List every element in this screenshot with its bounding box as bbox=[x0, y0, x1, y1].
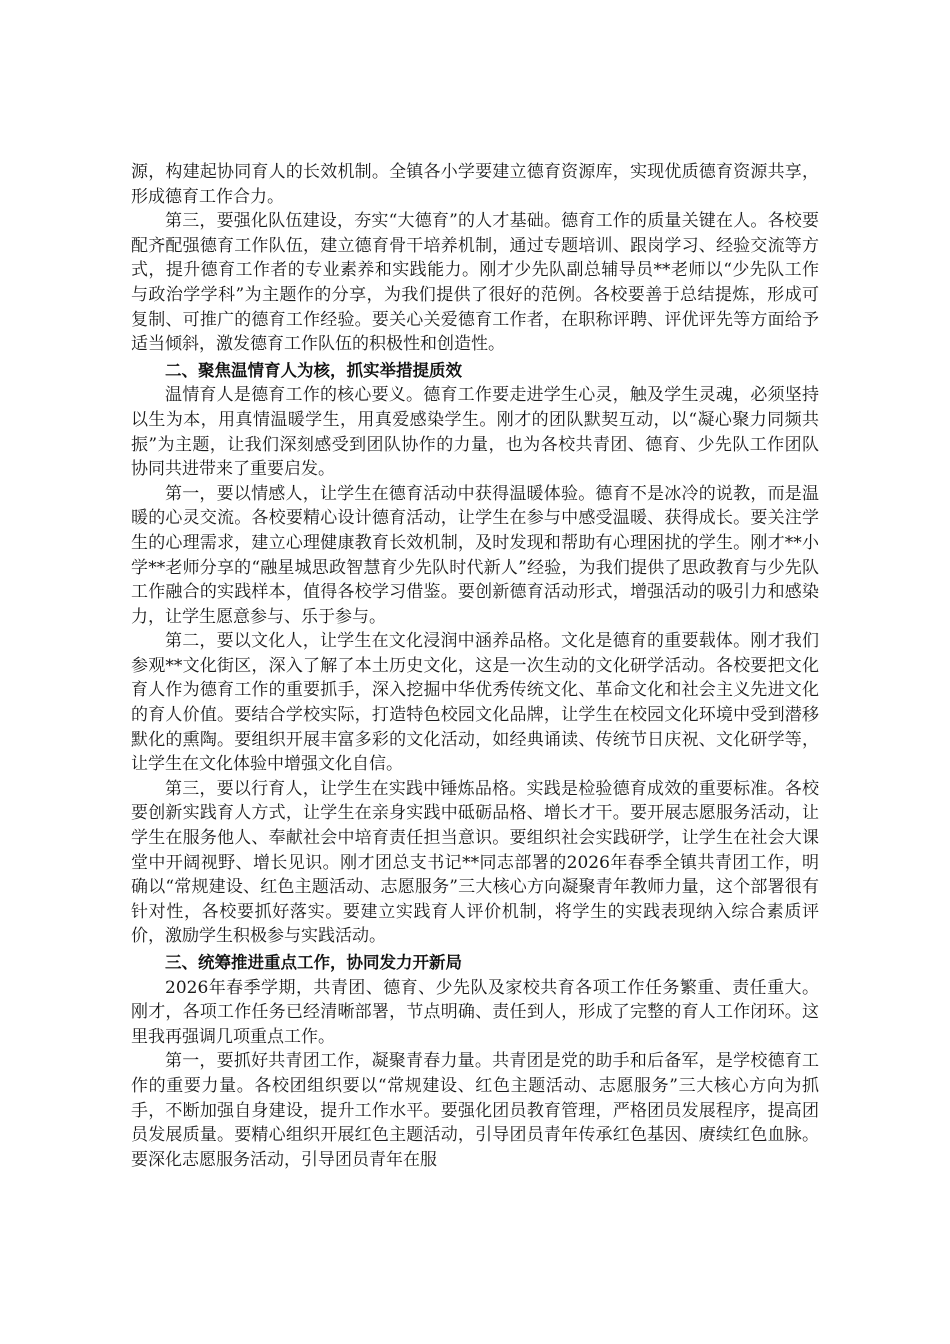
paragraph-emotion: 第一，要以情感人，让学生在德育活动中获得温暖体验。德育不是冰冷的说教，而是温暖的心灵交流。各校要精心设计德育活动，让学生在参与中感受温暖、获得成长。要关注学生的心理需求，建立心理健康教育长效机制，及时发现和帮助有心理困扰的学生。刚才**小学**老师分享的“融星城思政智慧育少先队时代新人”经验，为我们提供了思政教育与少先队工作融合的实践样本，值得各校学习借鉴。要创新德育活动形式，增强活动的吸引力和感染力，让学生愿意参与、乐于参与。 bbox=[131, 483, 819, 627]
paragraph-continued: 源，构建起协同育人的长效机制。全镇各小学要建立德育资源库，实现优质德育资源共享，形成德育工作合力。 bbox=[131, 162, 819, 207]
paragraph-team-building: 第三，要强化队伍建设，夯实“大德育”的人才基础。德育工作的质量关键在人。各校要配齐配强德育工作队伍，建立德育骨干培养机制，通过专题培训、跟岗学习、经验交流等方式，提升德育工作者的专业素养和实践能力。刚才少先队副总辅导员**老师以“少先队工作与政治学学科”为主题作的分享，为我们提供了很好的范例。各校要善于总结提炼，形成可复制、可推广的德育工作经验。要关心关爱德育工作者，在职称评聘、评优评先等方面给予适当倾斜，激发德育工作队伍的积极性和创造性。 bbox=[131, 211, 819, 355]
paragraph-youth-league: 第一，要抓好共青团工作，凝聚青春力量。共青团是党的助手和后备军，是学校德育工作的重要力量。各校团组织要以“常规建设、红色主题活动、志愿服务”三大核心方向为抓手，不断加强自身建设，提升工作水平。要强化团员教育管理，严格团员发展程序，提高团员发展质量。要精心组织开展红色主题活动，引导团员青年传承红色基因、赓续红色血脉。要深化志愿服务活动，引导团员青年在服 bbox=[131, 1051, 819, 1170]
section-heading-2: 二、聚焦温情育人为核，抓实举措提质效 bbox=[165, 360, 462, 380]
paragraph-warm-education: 温情育人是德育工作的核心要义。德育工作要走进学生心灵，触及学生灵魂，必须坚持以生为本，用真情温暖学生，用真爱感染学生。刚才的团队默契互动，以“凝心聚力同频共振”为主题，让我们深刻感受到团队协作的力量，也为各校共青团、德育、少先队工作团队协同共进带来了重要启发。 bbox=[131, 385, 819, 480]
paragraph-culture: 第二，要以文化人，让学生在文化浸润中涵养品格。文化是德育的重要载体。刚才我们参观**文化街区，深入了解了本土历史文化，这是一次生动的文化研学活动。各校要把文化育人作为德育工作的重要抓手，深入挖掘中华优秀传统文化、革命文化和社会主义先进文化的育人价值。要结合学校实际，打造特色校园文化品牌，让学生在校园文化环境中受到潜移默化的熏陶。要组织开展丰富多彩的文化活动，如经典诵读、传统节日庆祝、文化研学等，让学生在文化体验中增强文化自信。 bbox=[131, 631, 819, 775]
paragraph-spring-semester: 2026年春季学期，共青团、德育、少先队及家校共育各项工作任务繁重、责任重大。刚才，各项工作任务已经清晰部署，节点明确、责任到人，形成了完整的育人工作闭环。这里我再强调几项重点工作。 bbox=[131, 977, 819, 1047]
paragraph-practice: 第三，要以行育人，让学生在实践中锤炼品格。实践是检验德育成效的重要标准。各校要创新实践育人方式，让学生在亲身实践中砥砺品格、增长才干。要开展志愿服务活动，让学生在服务他人、奉献社会中培育责任担当意识。要组织社会实践研学，让学生在社会大课堂中开阔视野、增长见识。刚才团总支书记**同志部署的2026年春季全镇共青团工作，明确以“常规建设、红色主题活动、志愿服务”三大核心方向凝聚青年教师力量，这个部署很有针对性，各校要抓好落实。要建立实践育人评价机制，将学生的实践表现纳入综合素质评价，激励学生积极参与实践活动。 bbox=[131, 778, 819, 947]
section-heading-3: 三、统筹推进重点工作，协同发力开新局 bbox=[165, 953, 462, 972]
document-page bbox=[131, 160, 819, 1172]
